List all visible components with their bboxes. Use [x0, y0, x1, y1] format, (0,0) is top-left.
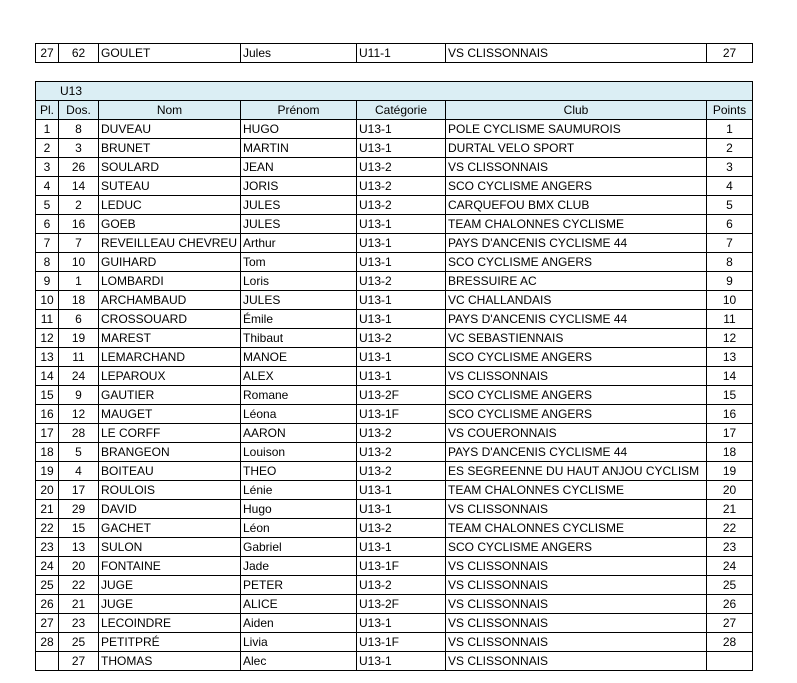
table-row — [36, 367, 753, 386]
cell-club: CARQUEFOU BMX CLUB — [446, 196, 707, 215]
cell-dos: 13 — [59, 538, 99, 557]
table-row — [36, 310, 753, 329]
cell-points: 25 — [707, 576, 753, 595]
cell-prenom: MARTIN — [241, 139, 357, 158]
cell-nom: GOULET — [99, 44, 241, 63]
cell-club: SCO CYCLISME ANGERS — [446, 348, 707, 367]
cell-prenom: Alec — [241, 652, 357, 671]
cell-club: VS CLISSONNAIS — [446, 557, 707, 576]
column-header-nom: Nom — [99, 101, 241, 120]
cell-dos: 62 — [59, 44, 99, 63]
cell-club: VC SEBASTIENNAIS — [446, 329, 707, 348]
cell-nom: DAVID — [99, 500, 241, 519]
cell-dos: 14 — [59, 177, 99, 196]
cell-nom: MAUGET — [99, 405, 241, 424]
cell-points: 20 — [707, 481, 753, 500]
cell-points: 26 — [707, 595, 753, 614]
cell-points: 16 — [707, 405, 753, 424]
cell-categorie: U13-1 — [357, 234, 446, 253]
cell-pl: 14 — [36, 367, 59, 386]
cell-pl: 8 — [36, 253, 59, 272]
cell-dos: 2 — [59, 196, 99, 215]
cell-pl: 5 — [36, 196, 59, 215]
cell-prenom: JORIS — [241, 177, 357, 196]
column-header-row — [36, 101, 753, 120]
cell-club: PAYS D'ANCENIS CYCLISME 44 — [446, 234, 707, 253]
cell-nom: ROULOIS — [99, 481, 241, 500]
cell-nom: CROSSOUARD — [99, 310, 241, 329]
cell-nom: SULON — [99, 538, 241, 557]
cell-club: ES SEGREENNE DU HAUT ANJOU CYCLISM — [446, 462, 707, 481]
cell-prenom: THEO — [241, 462, 357, 481]
cell-points: 5 — [707, 196, 753, 215]
cell-dos: 28 — [59, 424, 99, 443]
cell-dos: 9 — [59, 386, 99, 405]
cell-points: 13 — [707, 348, 753, 367]
table-row — [36, 443, 753, 462]
cell-club: VS CLISSONNAIS — [446, 500, 707, 519]
cell-categorie: U13-2 — [357, 158, 446, 177]
column-header-dos: Dos. — [59, 101, 99, 120]
cell-club: SCO CYCLISME ANGERS — [446, 177, 707, 196]
cell-dos: 19 — [59, 329, 99, 348]
cell-prenom: Arthur — [241, 234, 357, 253]
cell-categorie: U13-2 — [357, 424, 446, 443]
column-header-club: Club — [446, 101, 707, 120]
table-row — [36, 500, 753, 519]
cell-club: PAYS D'ANCENIS CYCLISME 44 — [446, 310, 707, 329]
cell-prenom: Livia — [241, 633, 357, 652]
table-row — [36, 348, 753, 367]
cell-points: 8 — [707, 253, 753, 272]
cell-club: BRESSUIRE AC — [446, 272, 707, 291]
cell-categorie: U13-2 — [357, 177, 446, 196]
cell-points: 11 — [707, 310, 753, 329]
cell-points: 22 — [707, 519, 753, 538]
cell-points: 28 — [707, 633, 753, 652]
cell-club: VS CLISSONNAIS — [446, 367, 707, 386]
table-row — [36, 519, 753, 538]
column-header-categorie: Catégorie — [357, 101, 446, 120]
cell-categorie: U13-1 — [357, 614, 446, 633]
cell-nom: JUGE — [99, 576, 241, 595]
cell-pl: 15 — [36, 386, 59, 405]
cell-points: 17 — [707, 424, 753, 443]
cell-prenom: JULES — [241, 291, 357, 310]
table-row — [36, 633, 753, 652]
cell-dos: 7 — [59, 234, 99, 253]
cell-pl: 27 — [36, 614, 59, 633]
cell-points: 9 — [707, 272, 753, 291]
cell-categorie: U13-1 — [357, 291, 446, 310]
cell-prenom: JULES — [241, 215, 357, 234]
cell-dos: 8 — [59, 120, 99, 139]
cell-pl: 10 — [36, 291, 59, 310]
cell-club: VS CLISSONNAIS — [446, 44, 707, 63]
cell-points: 27 — [707, 614, 753, 633]
cell-nom: FONTAINE — [99, 557, 241, 576]
category-group-title: U13 — [36, 82, 753, 101]
cell-pl: 2 — [36, 139, 59, 158]
cell-dos: 12 — [59, 405, 99, 424]
cell-categorie: U13-2 — [357, 519, 446, 538]
cell-dos: 21 — [59, 595, 99, 614]
cell-dos: 20 — [59, 557, 99, 576]
cell-pl: 7 — [36, 234, 59, 253]
cell-points: 3 — [707, 158, 753, 177]
table-row — [36, 405, 753, 424]
cell-pl: 24 — [36, 557, 59, 576]
table-row — [36, 44, 753, 63]
cell-dos: 6 — [59, 310, 99, 329]
table-row — [36, 595, 753, 614]
table-row — [36, 538, 753, 557]
cell-categorie: U13-1F — [357, 633, 446, 652]
table-row — [36, 557, 753, 576]
cell-prenom: Louison — [241, 443, 357, 462]
cell-pl: 17 — [36, 424, 59, 443]
cell-pl: 16 — [36, 405, 59, 424]
table-row — [36, 234, 753, 253]
cell-club: DURTAL VELO SPORT — [446, 139, 707, 158]
cell-categorie: U13-1 — [357, 652, 446, 671]
cell-pl — [36, 652, 59, 671]
cell-categorie: U13-1F — [357, 405, 446, 424]
cell-club: PAYS D'ANCENIS CYCLISME 44 — [446, 443, 707, 462]
cell-categorie: U13-1 — [357, 139, 446, 158]
cell-points: 1 — [707, 120, 753, 139]
cell-prenom: Loris — [241, 272, 357, 291]
cell-categorie: U13-2 — [357, 576, 446, 595]
cell-nom: SOULARD — [99, 158, 241, 177]
cell-points: 18 — [707, 443, 753, 462]
cell-categorie: U13-2 — [357, 272, 446, 291]
cell-points: 15 — [707, 386, 753, 405]
cell-dos: 4 — [59, 462, 99, 481]
cell-dos: 3 — [59, 139, 99, 158]
cell-categorie: U11-1 — [357, 44, 446, 63]
cell-categorie: U13-1 — [357, 253, 446, 272]
cell-pl: 3 — [36, 158, 59, 177]
table-row — [36, 424, 753, 443]
cell-nom: LECOINDRE — [99, 614, 241, 633]
cell-prenom: Léon — [241, 519, 357, 538]
cell-dos: 10 — [59, 253, 99, 272]
previous-category-table — [35, 43, 753, 63]
category-group-header — [36, 82, 753, 101]
cell-dos: 26 — [59, 158, 99, 177]
cell-nom: BOITEAU — [99, 462, 241, 481]
cell-club: SCO CYCLISME ANGERS — [446, 405, 707, 424]
cell-dos: 22 — [59, 576, 99, 595]
table-row — [36, 253, 753, 272]
cell-nom: ARCHAMBAUD — [99, 291, 241, 310]
cell-nom: THOMAS — [99, 652, 241, 671]
cell-points: 19 — [707, 462, 753, 481]
cell-pl: 13 — [36, 348, 59, 367]
cell-dos: 27 — [59, 652, 99, 671]
cell-nom: LEPAROUX — [99, 367, 241, 386]
table-row — [36, 576, 753, 595]
cell-prenom: ALEX — [241, 367, 357, 386]
u13-results-table — [35, 81, 753, 671]
cell-nom: LE CORFF — [99, 424, 241, 443]
cell-categorie: U13-1F — [357, 557, 446, 576]
cell-pl: 26 — [36, 595, 59, 614]
cell-points: 21 — [707, 500, 753, 519]
cell-club: VC CHALLANDAIS — [446, 291, 707, 310]
cell-categorie: U13-2 — [357, 329, 446, 348]
cell-dos: 23 — [59, 614, 99, 633]
table-row — [36, 196, 753, 215]
cell-prenom: Lénie — [241, 481, 357, 500]
cell-categorie: U13-1 — [357, 120, 446, 139]
cell-dos: 1 — [59, 272, 99, 291]
cell-prenom: Tom — [241, 253, 357, 272]
cell-club: POLE CYCLISME SAUMUROIS — [446, 120, 707, 139]
cell-points: 24 — [707, 557, 753, 576]
cell-dos: 17 — [59, 481, 99, 500]
cell-prenom: ALICE — [241, 595, 357, 614]
cell-nom: GUIHARD — [99, 253, 241, 272]
cell-club: VS CLISSONNAIS — [446, 614, 707, 633]
table-row — [36, 386, 753, 405]
cell-pl: 20 — [36, 481, 59, 500]
cell-nom: REVEILLEAU CHEVREU — [99, 234, 241, 253]
cell-nom: JUGE — [99, 595, 241, 614]
cell-prenom: MANOE — [241, 348, 357, 367]
cell-nom: LEDUC — [99, 196, 241, 215]
cell-points: 14 — [707, 367, 753, 386]
cell-points: 4 — [707, 177, 753, 196]
cell-club: SCO CYCLISME ANGERS — [446, 386, 707, 405]
cell-prenom: JEAN — [241, 158, 357, 177]
cell-pl: 9 — [36, 272, 59, 291]
cell-club: TEAM CHALONNES CYCLISME — [446, 215, 707, 234]
cell-pl: 23 — [36, 538, 59, 557]
cell-dos: 15 — [59, 519, 99, 538]
table-row — [36, 614, 753, 633]
column-header-prenom: Prénom — [241, 101, 357, 120]
cell-prenom: AARON — [241, 424, 357, 443]
table-row — [36, 652, 753, 671]
cell-club: VS CLISSONNAIS — [446, 633, 707, 652]
cell-categorie: U13-2 — [357, 462, 446, 481]
table-row — [36, 291, 753, 310]
table-row — [36, 481, 753, 500]
cell-dos: 29 — [59, 500, 99, 519]
cell-prenom: HUGO — [241, 120, 357, 139]
cell-nom: GACHET — [99, 519, 241, 538]
cell-pl: 12 — [36, 329, 59, 348]
cell-pl: 28 — [36, 633, 59, 652]
cell-pl: 1 — [36, 120, 59, 139]
cell-nom: DUVEAU — [99, 120, 241, 139]
table-row — [36, 462, 753, 481]
cell-points: 27 — [707, 44, 753, 63]
cell-points: 7 — [707, 234, 753, 253]
table-row — [36, 215, 753, 234]
cell-points: 10 — [707, 291, 753, 310]
cell-categorie: U13-1 — [357, 310, 446, 329]
cell-categorie: U13-1 — [357, 481, 446, 500]
cell-points: 12 — [707, 329, 753, 348]
cell-club: SCO CYCLISME ANGERS — [446, 253, 707, 272]
cell-prenom: Jade — [241, 557, 357, 576]
cell-nom: GOEB — [99, 215, 241, 234]
cell-pl: 18 — [36, 443, 59, 462]
cell-nom: PETITPRÉ — [99, 633, 241, 652]
cell-pl: 6 — [36, 215, 59, 234]
cell-categorie: U13-1 — [357, 538, 446, 557]
cell-pl: 21 — [36, 500, 59, 519]
results-body — [36, 120, 753, 671]
cell-categorie: U13-1 — [357, 215, 446, 234]
cell-dos: 18 — [59, 291, 99, 310]
cell-prenom: Léona — [241, 405, 357, 424]
cell-club: VS CLISSONNAIS — [446, 576, 707, 595]
cell-club: VS CLISSONNAIS — [446, 652, 707, 671]
cell-nom: LEMARCHAND — [99, 348, 241, 367]
cell-points — [707, 652, 753, 671]
cell-pl: 27 — [36, 44, 59, 63]
cell-club: SCO CYCLISME ANGERS — [446, 538, 707, 557]
cell-prenom: PETER — [241, 576, 357, 595]
cell-points: 23 — [707, 538, 753, 557]
cell-categorie: U13-2 — [357, 443, 446, 462]
cell-pl: 11 — [36, 310, 59, 329]
table-row — [36, 120, 753, 139]
cell-prenom: Aiden — [241, 614, 357, 633]
table-row — [36, 272, 753, 291]
cell-club: VS COUERONNAIS — [446, 424, 707, 443]
cell-nom: LOMBARDI — [99, 272, 241, 291]
cell-nom: GAUTIER — [99, 386, 241, 405]
cell-pl: 25 — [36, 576, 59, 595]
cell-club: TEAM CHALONNES CYCLISME — [446, 481, 707, 500]
cell-club: VS CLISSONNAIS — [446, 595, 707, 614]
cell-dos: 16 — [59, 215, 99, 234]
cell-categorie: U13-2 — [357, 196, 446, 215]
cell-nom: BRANGEON — [99, 443, 241, 462]
cell-club: VS CLISSONNAIS — [446, 158, 707, 177]
cell-nom: SUTEAU — [99, 177, 241, 196]
cell-categorie: U13-2F — [357, 386, 446, 405]
cell-prenom: Hugo — [241, 500, 357, 519]
cell-nom: MAREST — [99, 329, 241, 348]
cell-prenom: JULES — [241, 196, 357, 215]
cell-dos: 5 — [59, 443, 99, 462]
column-header-points: Points — [707, 101, 753, 120]
cell-categorie: U13-1 — [357, 348, 446, 367]
table-row — [36, 158, 753, 177]
table-row — [36, 329, 753, 348]
cell-categorie: U13-1 — [357, 500, 446, 519]
cell-dos: 11 — [59, 348, 99, 367]
cell-nom: BRUNET — [99, 139, 241, 158]
cell-dos: 24 — [59, 367, 99, 386]
column-header-pl: Pl. — [36, 101, 59, 120]
cell-prenom: Romane — [241, 386, 357, 405]
cell-categorie: U13-2F — [357, 595, 446, 614]
cell-points: 2 — [707, 139, 753, 158]
cell-points: 6 — [707, 215, 753, 234]
table-row — [36, 177, 753, 196]
cell-pl: 4 — [36, 177, 59, 196]
cell-pl: 22 — [36, 519, 59, 538]
cell-prenom: Thibaut — [241, 329, 357, 348]
cell-pl: 19 — [36, 462, 59, 481]
cell-prenom: Jules — [241, 44, 357, 63]
cell-dos: 25 — [59, 633, 99, 652]
cell-club: TEAM CHALONNES CYCLISME — [446, 519, 707, 538]
cell-prenom: Gabriel — [241, 538, 357, 557]
table-row — [36, 139, 753, 158]
cell-prenom: Émile — [241, 310, 357, 329]
cell-categorie: U13-1 — [357, 367, 446, 386]
